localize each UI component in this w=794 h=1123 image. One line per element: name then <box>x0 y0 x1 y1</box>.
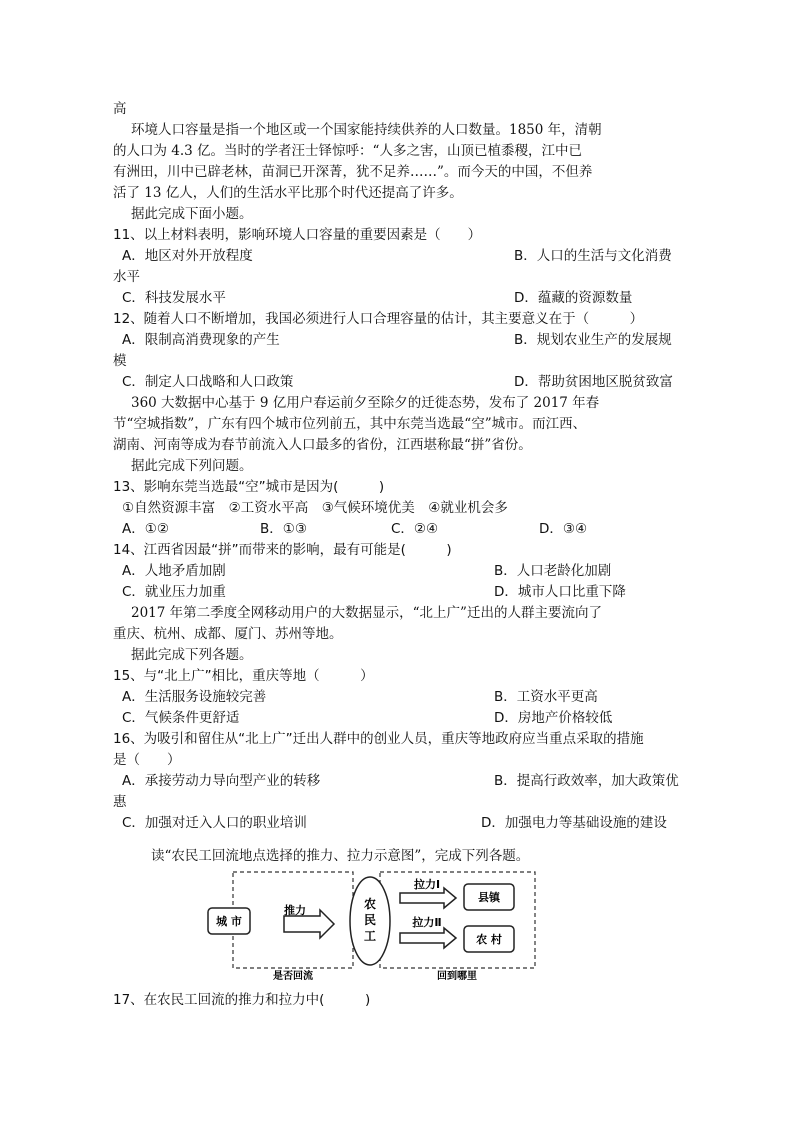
option-d: D．蕴藏的资源数量 <box>514 290 633 306</box>
option-d: D．加强电力等基础设施的建设 <box>481 815 667 831</box>
option-c: C．加强对迁入人口的职业培训 <box>122 815 307 831</box>
question-15: 15、与“北上广”相比，重庆等地（ ） <box>113 668 374 684</box>
passage-2-line: 节“空城指数”，广东有四个城市位列前五，其中东莞当选最“空”城市。而江西、 <box>113 416 587 432</box>
option-d: D．③④ <box>539 521 588 537</box>
passage-2-line: 360 大数据中心基于 9 亿用户春运前夕至除夕的迁徙态势，发布了 2017 年春 <box>131 395 600 411</box>
option-b: B．人口的生活与文化消费 <box>514 248 672 264</box>
passage-1-line: 活了 13 亿人，人们的生活水平比那个时代还提高了许多。 <box>113 185 463 201</box>
question-12: 12、随着人口不断增加，我国必须进行人口合理容量的估计，其主要意义在于（ ） <box>113 311 644 327</box>
question-13: 13、影响东莞当选最“空”城市是因为( ) <box>113 479 385 495</box>
question-16: 16、为吸引和留住从“北上广”迁出人群中的创业人员，重庆等地政府应当重点采取的措施 <box>113 731 644 747</box>
pull-2-arrow <box>400 928 456 948</box>
passage-1-line: 的人口为 4.3 亿。当时的学者汪士铎惊呼：“人多之害，山顶已植黍稷，江中已 <box>113 143 582 159</box>
passage-3-line: 2017 年第二季度全网移动用户的大数据显示，“北上广”迁出的人群主要流向了 <box>131 605 602 621</box>
worker-char: 农 <box>363 897 377 911</box>
instruction: 据此完成下列问题。 <box>131 458 253 474</box>
option-b: B．规划农业生产的发展规 <box>514 332 672 348</box>
question-11: 11、以上材料表明，影响环境人口容量的重要因素是（ ） <box>113 227 482 243</box>
option-c: C．气候条件更舒适 <box>122 710 240 726</box>
question-17: 17、在农民工回流的推力和拉力中( ) <box>113 992 371 1008</box>
option-b: B．工资水平更高 <box>494 689 598 705</box>
worker-char: 民 <box>363 913 377 927</box>
label-return-decision: 是否回流 <box>273 971 313 982</box>
passage-1-line: 有洲田，川中已辟老林，苗洞已开深菁，犹不足养……”。而今天的中国，不但养 <box>113 164 593 180</box>
option-b: B．人口老龄化加剧 <box>494 563 612 579</box>
question-13-options: ①自然资源丰富 ②工资水平高 ③气候环境优美 ④就业机会多 <box>122 500 508 516</box>
option-b-cont: 水平 <box>113 269 140 285</box>
instruction: 据此完成下列各题。 <box>131 647 253 663</box>
option-b: B．提高行政效率，加大政策优 <box>494 773 679 789</box>
pull-1-arrow <box>400 888 456 908</box>
worker-char: 工 <box>363 929 377 943</box>
town-label: 县镇 <box>478 891 500 904</box>
option-b-cont: 惠 <box>113 794 127 810</box>
label-destination: 回到哪里 <box>437 971 477 982</box>
text-line: 高 <box>113 101 127 117</box>
option-c: C．就业压力加重 <box>122 584 226 600</box>
push-label: 推力 <box>284 904 306 917</box>
option-a: A．生活服务设施较完善 <box>122 689 267 705</box>
question-16-cont: 是（ ） <box>113 752 181 768</box>
option-d: D．房地产价格较低 <box>494 710 613 726</box>
diagram-instruction: 读“农民工回流地点选择的推力、拉力示意图”，完成下列各题。 <box>151 848 530 864</box>
option-a: A．承接劳动力导向型产业的转移 <box>122 773 321 789</box>
passage-1-line: 环境人口容量是指一个地区或一个国家能持续供养的人口数量。1850 年，清朝 <box>131 122 602 138</box>
option-a: A．地区对外开放程度 <box>122 248 253 264</box>
option-d: D．城市人口比重下降 <box>494 584 626 600</box>
pull-2-label: 拉力Ⅱ <box>412 916 442 929</box>
option-c: C．科技发展水平 <box>122 290 226 306</box>
push-pull-diagram <box>200 866 550 984</box>
passage-3-line: 重庆、杭州、成都、厦门、苏州等地。 <box>113 626 343 642</box>
question-14: 14、江西省因最“拼”而带来的影响，最有可能是( ) <box>113 542 452 558</box>
village-label: 农 村 <box>476 933 502 946</box>
option-a: A．限制高消费现象的产生 <box>122 332 280 348</box>
option-b: B．①③ <box>260 521 307 537</box>
passage-2-line: 湖南、河南等成为春节前流入人口最多的省份，江西堪称最“拼”省份。 <box>113 437 532 453</box>
instruction: 据此完成下面小题。 <box>131 206 253 222</box>
option-d: D．帮助贫困地区脱贫致富 <box>514 374 673 390</box>
option-a: A．①② <box>122 521 169 537</box>
city-label: 城 市 <box>216 915 242 928</box>
option-a: A．人地矛盾加剧 <box>122 563 226 579</box>
pull-1-label: 拉力Ⅰ <box>413 878 441 891</box>
option-c: C．制定人口战略和人口政策 <box>122 374 294 390</box>
option-c: C．②④ <box>391 521 439 537</box>
option-b-cont: 模 <box>113 353 127 369</box>
